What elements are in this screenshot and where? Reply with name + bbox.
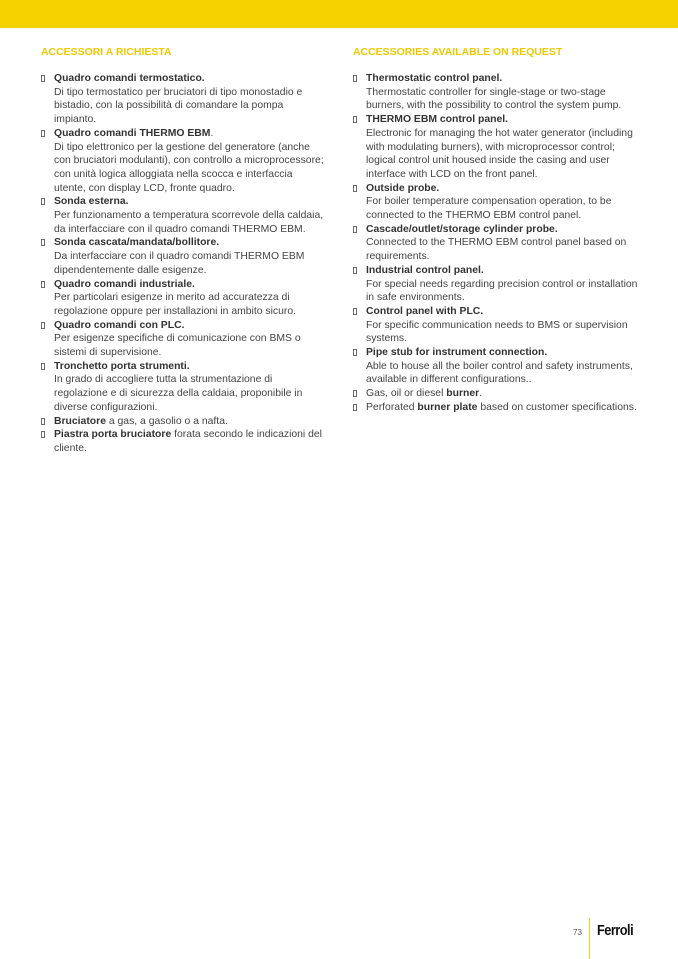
list-item: Quadro comandi con PLC. Per esigenze specifiche di comunicazione con BMS o sistemi di supervisione.	[41, 319, 327, 360]
heading-english: ACCESSORIES AVAILABLE ON REQUEST	[353, 47, 563, 58]
checkbox-bullet-icon	[41, 239, 45, 246]
list-item: THERMO EBM control panel. Electronic for managing the hot water generator (including with modulating burners), with microprocessor control; logical control unit housed inside the casing and user interface with LCD on the front panel.	[353, 113, 643, 182]
checkbox-bullet-icon	[353, 267, 357, 274]
list-item: Tronchetto porta strumenti. In grado di accogliere tutta la strumentazione di regolazione e di sicurezza della caldaia, proponibile in diverse configurazioni.	[41, 360, 327, 415]
checkbox-bullet-icon	[353, 116, 357, 123]
checkbox-bullet-icon	[353, 75, 357, 82]
ferroli-logo: Ferroli	[597, 922, 634, 939]
checkbox-bullet-icon	[353, 308, 357, 315]
list-item: Thermostatic control panel. Thermostatic controller for single-stage or two-stage burners, with the possibility to control the system pump.	[353, 72, 643, 113]
list-item: Piastra porta bruciatore forata secondo le indicazioni del cliente.	[41, 428, 327, 455]
checkbox-bullet-icon	[353, 404, 357, 411]
checkbox-bullet-icon	[41, 75, 45, 82]
column-english	[353, 46, 643, 415]
accessory-list-english	[353, 72, 643, 415]
checkbox-bullet-icon	[353, 390, 357, 397]
list-item: Pipe stub for instrument connection. Able to house all the boiler control and safety instruments, available in different configurations..	[353, 346, 643, 387]
list-item: Quadro comandi termostatico. Di tipo termostatico per bruciatori di tipo monostadio e bistadio, con la possibilità di comandare la pompa impianto.	[41, 72, 327, 127]
checkbox-bullet-icon	[353, 185, 357, 192]
checkbox-bullet-icon	[41, 431, 45, 438]
list-item: Outside probe. For boiler temperature compensation operation, to be connected to the THERMO EBM control panel.	[353, 182, 643, 223]
list-item: Cascade/outlet/storage cylinder probe. Connected to the THERMO EBM control panel based on requirements.	[353, 223, 643, 264]
checkbox-bullet-icon	[41, 130, 45, 137]
top-color-band	[0, 0, 678, 28]
accessory-list-italian	[41, 72, 327, 456]
list-item: Quadro comandi industriale. Per particolari esigenze in merito ad accuratezza di regolazione oppure per installazioni in ambito sicuro.	[41, 278, 327, 319]
column-italian	[41, 46, 327, 456]
list-item: Gas, oil or diesel burner.	[353, 387, 643, 401]
checkbox-bullet-icon	[41, 281, 45, 288]
checkbox-bullet-icon	[41, 418, 45, 425]
checkbox-bullet-icon	[41, 363, 45, 370]
list-item: Quadro comandi THERMO EBM. Di tipo elettronico per la gestione del generatore (anche con bruciatori modulanti), con controllo a microprocessore; con unità logica alloggiata nella scocca e interfaccia utente, con display LCD, fronte quadro.	[41, 127, 327, 196]
page-number: 73	[573, 928, 582, 937]
footer-divider	[589, 918, 590, 959]
checkbox-bullet-icon	[41, 198, 45, 205]
checkbox-bullet-icon	[41, 322, 45, 329]
checkbox-bullet-icon	[353, 349, 357, 356]
list-item: Control panel with PLC. For specific communication needs to BMS or supervision systems.	[353, 305, 643, 346]
checkbox-bullet-icon	[353, 226, 357, 233]
list-item: Sonda esterna. Per funzionamento a temperatura scorrevole della caldaia, da interfacciare con il quadro comandi THERMO EBM.	[41, 195, 327, 236]
list-item: Perforated burner plate based on customer specifications.	[353, 401, 643, 415]
heading-italian: ACCESSORI A RICHIESTA	[41, 47, 172, 58]
list-item: Sonda cascata/mandata/bollitore. Da interfacciare con il quadro comandi THERMO EBM dipendentemente dalle esigenze.	[41, 236, 327, 277]
list-item: Bruciatore a gas, a gasolio o a nafta.	[41, 415, 327, 429]
list-item: Industrial control panel. For special needs regarding precision control or installation in safe environments.	[353, 264, 643, 305]
